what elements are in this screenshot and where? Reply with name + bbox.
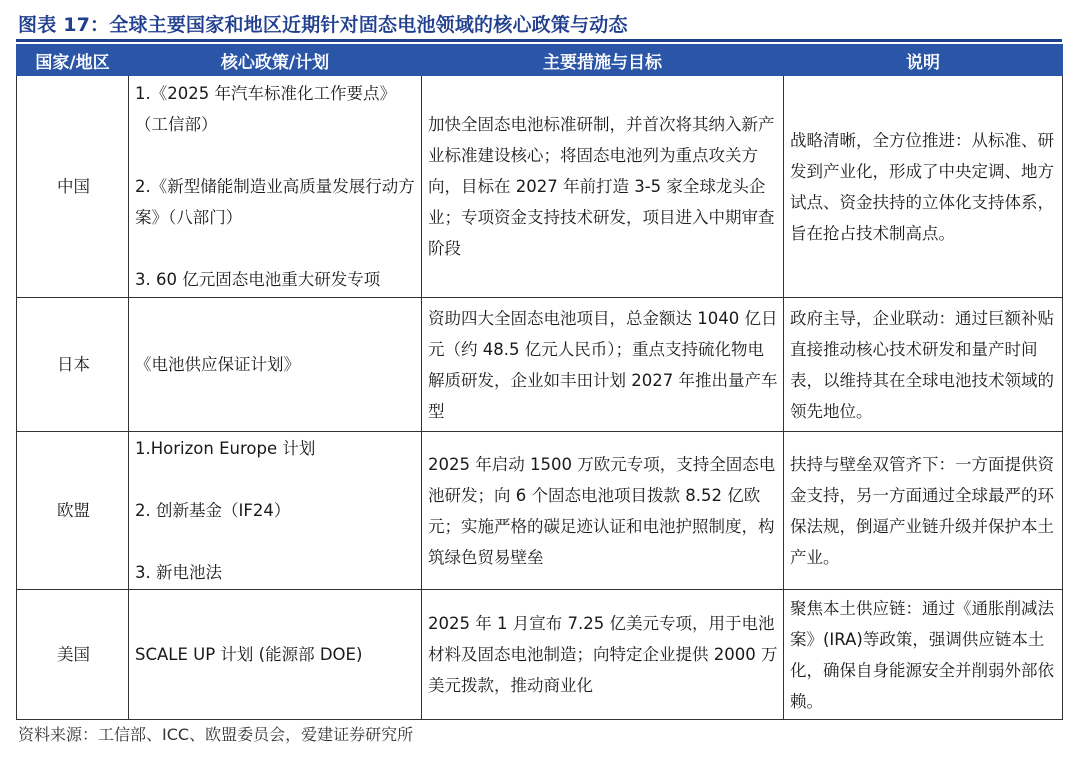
header-measures: 主要措施与目标 <box>422 45 784 76</box>
policy-table <box>16 44 1063 720</box>
country-cell: 美国 <box>17 590 129 720</box>
note-cell: 战略清晰，全方位推进：从标准、研发到产业化，形成了中央定调、地方试点、资金扶持的立体化支持体系，旨在抢占技术制高点。 <box>784 76 1063 298</box>
source-note: 资料来源：工信部、ICC、欧盟委员会，爱建证券研究所 <box>18 725 414 744</box>
policy-cell <box>129 298 422 432</box>
header-row <box>17 45 1063 76</box>
policy-item: 2.《新型储能制造业高质量发展行动方案》（八部门） <box>135 177 415 227</box>
policy-item: SCALE UP 计划 (能源部 DOE) <box>135 645 363 664</box>
table-row <box>17 432 1063 590</box>
policy-item: 1.《2025 年汽车标准化工作要点》（工信部） <box>135 84 396 134</box>
figure-title: 图表 17：全球主要国家和地区近期针对固态电池领域的核心政策与动态 <box>18 14 628 36</box>
measures-cell: 加快全固态电池标准研制，并首次将其纳入新产业标准建设核心；将固态电池列为重点攻关方向，目标在 2027 年前打造 3-5 家全球龙头企业；专项资金支持技术研发，项目进入中期审查阶段 <box>422 76 784 298</box>
policy-cell <box>129 590 422 720</box>
country-cell: 欧盟 <box>17 432 129 590</box>
note-cell: 聚焦本土供应链：通过《通胀削减法案》(IRA)等政策，强调供应链本土化，确保自身能源安全并削弱外部依赖。 <box>784 590 1063 720</box>
policy-item: 《电池供应保证计划》 <box>135 355 300 374</box>
policy-item: 1.Horizon Europe 计划 <box>135 439 316 458</box>
policy-cell <box>129 432 422 590</box>
country-cell: 中国 <box>17 76 129 298</box>
note-cell: 政府主导，企业联动：通过巨额补贴直接推动核心技术研发和量产时间表，以维持其在全球电池技术领域的领先地位。 <box>784 298 1063 432</box>
table-row <box>17 76 1063 298</box>
note-cell: 扶持与壁垒双管齐下：一方面提供资金支持，另一方面通过全球最严的环保法规，倒逼产业链升级并保护本土产业。 <box>784 432 1063 590</box>
table-row <box>17 298 1063 432</box>
measures-cell: 2025 年 1 月宣布 7.25 亿美元专项，用于电池材料及固态电池制造；向特定企业提供 2000 万美元拨款，推动商业化 <box>422 590 784 720</box>
header-note: 说明 <box>784 45 1063 76</box>
table-row <box>17 590 1063 720</box>
policy-cell <box>129 76 422 298</box>
title-underline <box>16 39 1062 42</box>
country-cell: 日本 <box>17 298 129 432</box>
measures-cell: 资助四大全固态电池项目，总金额达 1040 亿日元（约 48.5 亿元人民币）；重点支持硫化物电解质研发，企业如丰田计划 2027 年推出量产车型 <box>422 298 784 432</box>
policy-item: 2. 创新基金（IF24） <box>135 501 291 520</box>
measures-cell: 2025 年启动 1500 万欧元专项，支持全固态电池研发；向 6 个固态电池项目拨款 8.52 亿欧元；实施严格的碳足迹认证和电池护照制度，构筑绿色贸易壁垒 <box>422 432 784 590</box>
header-policy: 核心政策/计划 <box>129 45 422 76</box>
policy-item: 3. 60 亿元固态电池重大研发专项 <box>135 270 381 289</box>
header-country: 国家/地区 <box>17 45 129 76</box>
policy-item: 3. 新电池法 <box>135 563 222 582</box>
